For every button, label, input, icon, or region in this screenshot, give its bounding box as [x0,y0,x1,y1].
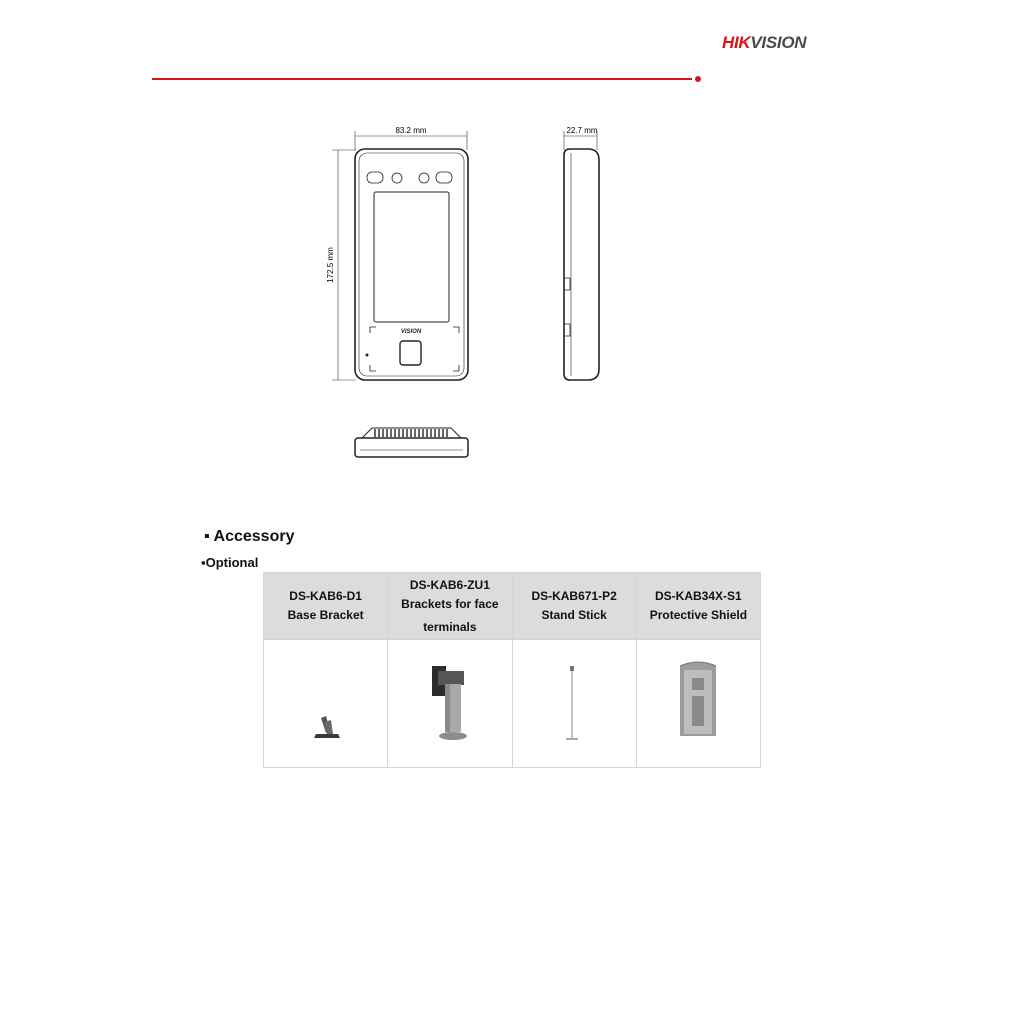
accessory-model: DS-KAB6-ZU1 [409,577,490,592]
width-dimension-label: 83.2 mm [395,126,427,135]
accessory-header-cell [636,573,760,640]
front-view-brand-mark: VISION [400,329,422,335]
accessory-table-image-row [264,640,761,768]
accessory-model: DS-KAB6-D1 [289,589,362,603]
accessory-heading: ▪ Accessory [204,528,295,545]
accessory-image-cell [388,640,512,768]
front-view [355,149,468,380]
accessory-image-cell [264,640,388,768]
accessory-model: DS-KAB671-P2 [531,589,617,603]
accessory-table-header-row [264,573,761,640]
bottom-view [355,428,468,457]
accessory-image-cell [636,640,760,768]
accessory-name-continued: terminals [423,619,477,634]
accessory-header-cell [388,573,512,640]
accessory-header-cell [264,573,388,640]
device-dimension-drawing [320,120,620,465]
height-dimension-line [332,150,356,380]
side-view [564,149,599,380]
accessory-image-cell [512,640,636,768]
hikvision-logo: HIKVISION [722,33,807,52]
accessory-header-cell [512,573,636,640]
protective-shield-image [668,656,728,746]
accessory-name: Stand Stick [541,608,607,622]
accessory-name: Protective Shield [649,608,748,622]
header-rule [152,78,692,80]
depth-dimension-label: 22.7 mm [566,126,598,135]
pole-bracket-image [420,656,480,746]
height-dimension-label: 172.5 mm [326,247,335,283]
accessory-table [263,572,761,768]
accessory-model: DS-KAB34X-S1 [655,589,742,603]
accessory-name: Base Bracket [287,608,364,622]
base-bracket-image [296,656,356,746]
accessory-name: Brackets for face [401,596,499,611]
optional-subheading: ▪Optional [201,555,259,570]
stand-stick-image [544,656,604,746]
header-rule-dot [695,76,701,82]
